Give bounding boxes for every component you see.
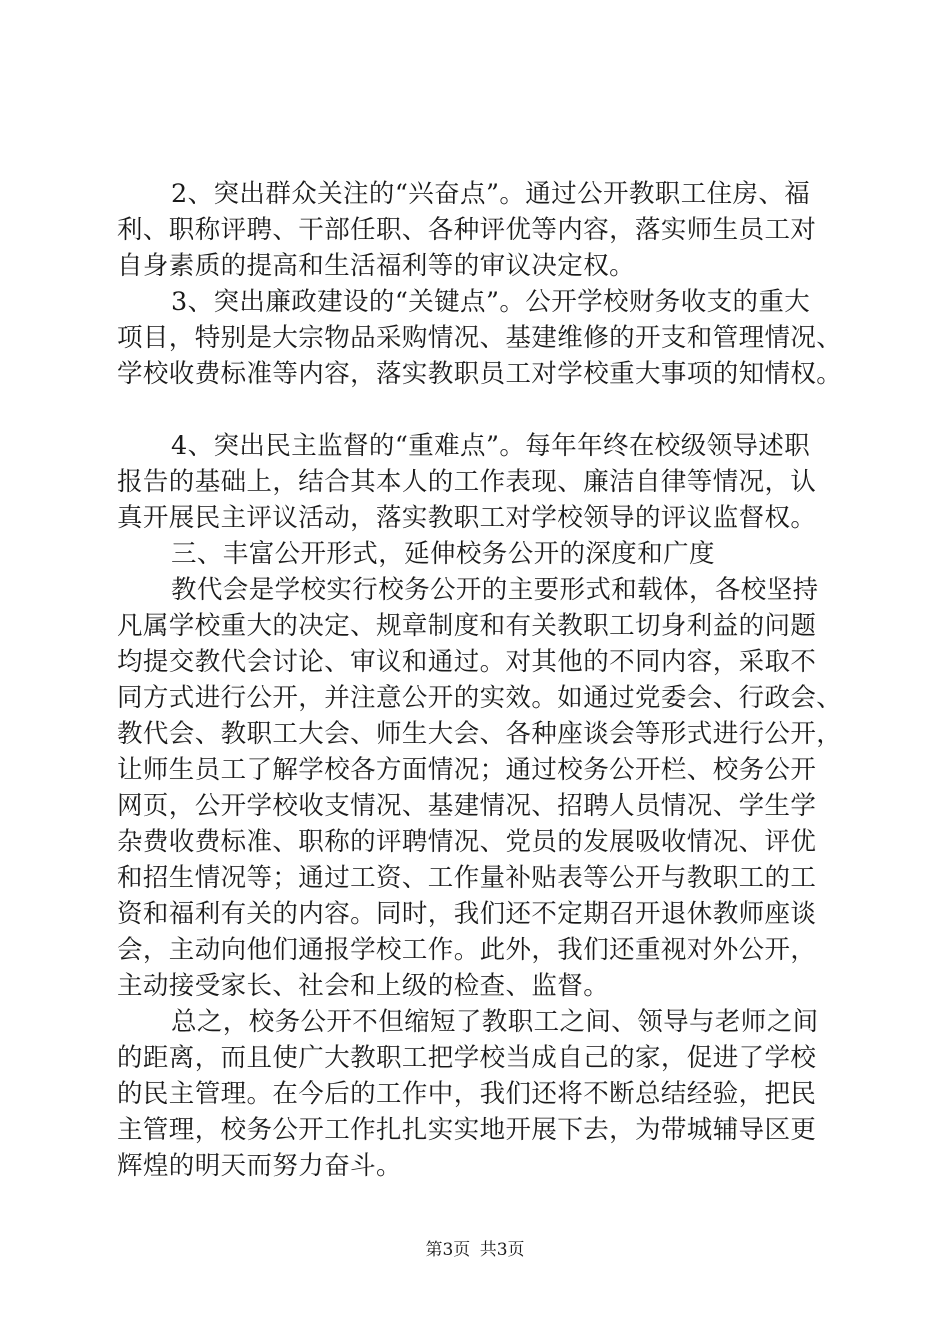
text-line: 网页，公开学校收支情况、基建情况、招聘人员情况、学生学	[117, 791, 817, 821]
text-line: 均提交教代会讨论、审议和通过。对其他的不同内容，采取不	[117, 647, 817, 677]
text-line: 4、突出民主监督的“重难点”。每年年终在校级领导述职	[171, 431, 811, 461]
text-line: 让师生员工了解学校各方面情况；通过校务公开栏、校务公开	[117, 755, 817, 785]
text-line: 的距离，而且使广大教职工把学校当成自己的家，促进了学校	[117, 1043, 817, 1073]
text-line: 自身素质的提高和生活福利等的审议决定权。	[117, 251, 636, 281]
text-line: 凡属学校重大的决定、规章制度和有关教职工切身利益的问题	[117, 611, 817, 641]
text-line: 辉煌的明天而努力奋斗。	[117, 1151, 402, 1181]
text-line: 项目，特别是大宗物品采购情况、基建维修的开支和管理情况、	[117, 323, 843, 353]
text-line: 和招生情况等；通过工资、工作量补贴表等公开与教职工的工	[117, 863, 817, 893]
text-line: 会，主动向他们通报学校工作。此外，我们还重视对外公开，	[117, 935, 817, 965]
text-line: 教代会是学校实行校务公开的主要形式和载体，各校坚持	[171, 575, 819, 605]
text-line: 教代会、教职工大会、师生大会、各种座谈会等形式进行公开，	[117, 719, 843, 749]
text-line: 3、突出廉政建设的“关键点”。公开学校财务收支的重大	[171, 287, 811, 317]
page-total: 共3页	[479, 1240, 525, 1260]
text-line: 同方式进行公开，并注意公开的实效。如通过党委会、行政会、	[117, 683, 843, 713]
text-line: 真开展民主评议活动，落实教职工对学校领导的评议监督权。	[117, 503, 817, 533]
text-line: 主动接受家长、社会和上级的检查、监督。	[117, 971, 610, 1001]
text-line: 2、突出群众关注的“兴奋点”。通过公开教职工住房、福	[171, 179, 811, 209]
text-line: 学校收费标准等内容，落实教职员工对学校重大事项的知情权。	[117, 359, 843, 389]
page-number: 第3页	[425, 1240, 471, 1260]
text-line: 资和福利有关的内容。同时，我们还不定期召开退休教师座谈	[117, 899, 817, 929]
text-line: 的民主管理。在今后的工作中，我们还将不断总结经验，把民	[117, 1079, 817, 1109]
text-line: 杂费收费标准、职称的评聘情况、党员的发展吸收情况、评优	[117, 827, 817, 857]
page-footer	[0, 1238, 950, 1262]
text-line: 主管理，校务公开工作扎扎实实地开展下去，为带城辅导区更	[117, 1115, 817, 1145]
text-line: 利、职称评聘、干部任职、各种评优等内容，落实师生员工对	[117, 215, 817, 245]
text-line: 报告的基础上，结合其本人的工作表现、廉洁自律等情况，认	[117, 467, 817, 497]
section-heading: 三、丰富公开形式，延伸校务公开的深度和广度	[171, 539, 715, 569]
text-line: 总之，校务公开不但缩短了教职工之间、领导与老师之间	[171, 1007, 819, 1037]
